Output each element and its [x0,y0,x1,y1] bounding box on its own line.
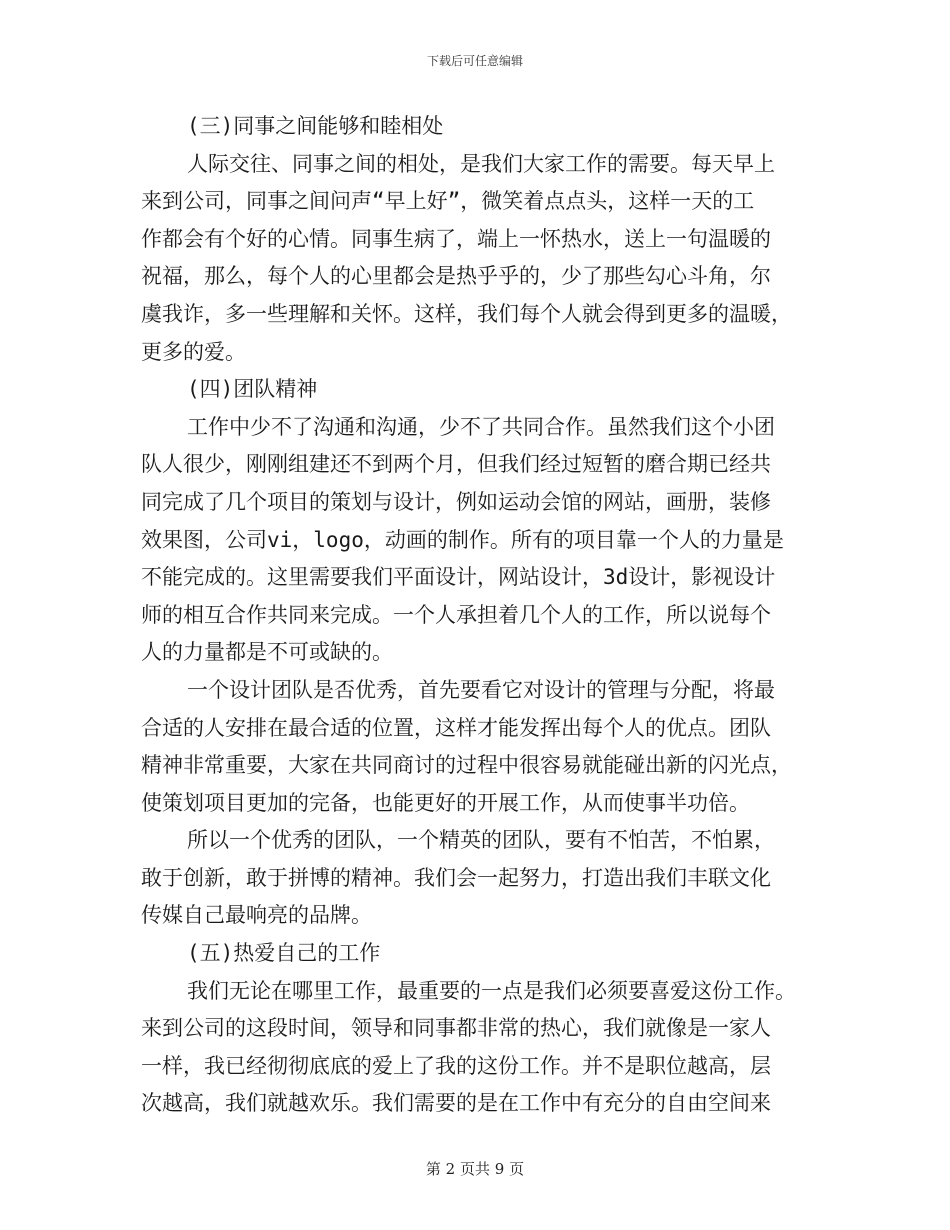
text-line: (四)团队精神 [187,377,318,402]
text-line: 一样，我已经彻彻底底的爱上了我的这份工作。并不是职位越高，层 [141,1053,771,1078]
text-line: 我们无论在哪里工作，最重要的一点是我们必须要喜爱这份工作。 [187,978,796,1003]
text-line: 一个设计团队是否优秀，首先要看它对设计的管理与分配，将最 [187,677,775,702]
text-line: (五)热爱自己的工作 [187,941,381,966]
text-line: 来到公司，同事之间问声“早上好”，微笑着点点头，这样一天的工 [141,189,755,214]
text-line: 次越高，我们就越欢乐。我们需要的是在工作中有充分的自由空间来 [141,1091,771,1116]
text-line: 虞我诈，多一些理解和关怀。这样，我们每个人就会得到更多的温暖， [141,301,792,326]
text-line: 传媒自己最响亮的品牌。 [141,903,372,928]
text-line: 队人很少，刚刚组建还不到两个月，但我们经过短暂的磨合期已经共 [141,452,771,477]
text-line: 同完成了几个项目的策划与设计，例如运动会馆的网站，画册，装修 [141,489,771,514]
text-line: 合适的人安排在最合适的位置，这样才能发挥出每个人的优点。团队 [141,715,771,740]
text-line: 人的力量都是不可或缺的。 [141,640,393,665]
text-line: 来到公司的这段时间，领导和同事都非常的热心，我们就像是一家人 [141,1016,771,1041]
text-line: 人际交往、同事之间的相处，是我们大家工作的需要。每天早上 [187,151,775,176]
page-number: 第 2 页共 9 页 [425,1160,525,1178]
text-line: 更多的爱。 [141,339,246,364]
header-note: 下载后可任意编辑 [426,54,523,68]
text-line: 师的相互合作共同来完成。一个人承担着几个人的工作，所以说每个 [141,602,771,627]
text-line: 精神非常重要，大家在共同商讨的过程中很容易就能碰出新的闪光点， [141,753,792,778]
text-line: 作都会有个好的心情。同事生病了，端上一怀热水，送上一句温暖的 [141,226,771,251]
text-line: 祝福，那么，每个人的心里都会是热乎乎的，少了那些勾心斗角，尔 [141,264,771,289]
text-line: 工作中少不了沟通和沟通，少不了共同合作。虽然我们这个小团 [187,414,775,439]
text-line: 使策划项目更加的完备，也能更好的开展工作，从而使事半功倍。 [141,790,750,815]
text-line: 所以一个优秀的团队，一个精英的团队，要有不怕苦，不怕累， [187,828,775,853]
document-body [141,108,811,1123]
text-line: 敢于创新，敢于拼博的精神。我们会一起努力，打造出我们丰联文化 [141,865,771,890]
text-line: 效果图，公司vi，logo，动画的制作。所有的项目靠一个人的力量是 [141,527,784,552]
text-line: (三)同事之间能够和睦相处 [187,114,444,138]
text-line: 不能完成的。这里需要我们平面设计，网站设计，3d设计，影视设计 [141,565,776,590]
